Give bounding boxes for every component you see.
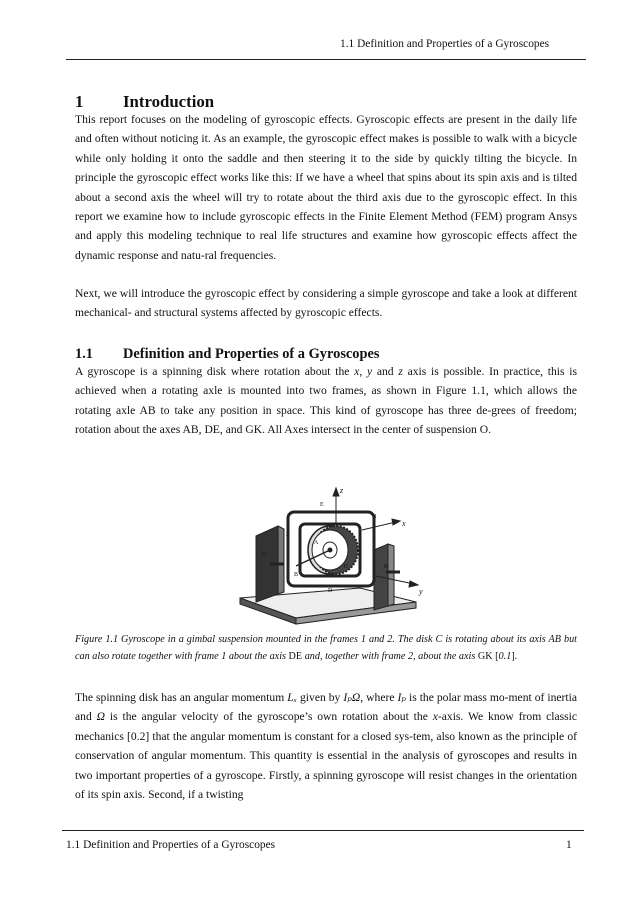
z-arrow — [333, 488, 339, 496]
text-run: , — [359, 365, 367, 378]
x-axis-line — [362, 522, 396, 530]
label-a: A — [314, 540, 319, 546]
text-run: A gyroscope is a spinning disk where rotation about the — [75, 365, 355, 378]
var-ip: Iₚ — [343, 691, 352, 704]
caption-run: ]. — [511, 651, 518, 663]
label-e: E — [320, 502, 324, 508]
intro-paragraph-2: Next, we will introduce the gyroscopic effect by considering a simple gyroscope and take a look at different mechanical- and structural systems affected by gyroscopic effects. — [75, 287, 577, 320]
gyroscope-figure — [236, 484, 432, 640]
y-arrow — [409, 581, 418, 587]
header-rule — [66, 59, 586, 60]
caption-axis-gk: GK — [477, 651, 493, 663]
text-run: axis is possible. In practice, this is achieved when a rotating axle is mounted into two frames, as shown in Figure 1.1, which allows the rotating axle AB to take any position in space. This kind of gyroscope has three de-grees of freedom; rotation about the axes AB, DE, and GK. All Axes intersect in the center of suspension O. — [75, 365, 578, 437]
text-run: and — [372, 365, 399, 378]
section-heading-introduction — [75, 92, 214, 112]
label-2: 2 — [286, 532, 289, 538]
footer-title: 1.1 Definition and Properties of a Gyroscopes — [66, 839, 276, 851]
label-k: K — [384, 564, 389, 570]
var-omega: Ω — [96, 710, 106, 724]
label-x: x — [402, 519, 406, 528]
angular-momentum-paragraph — [75, 688, 577, 804]
text-run: -axis. We know from classic mechanics [0.2] that the angular momentum is constant for a closed sys-tem, also known as the principle of conservation of angular momentum. This quantity is essential in the analysis of gyroscopes and results in two important properties of a gyroscope. Firstly, a spinning gyroscope will resist changes in the orientation of its spin axis. Second, if a twisting — [75, 710, 577, 802]
figure-caption — [75, 631, 577, 666]
footer-rule — [62, 830, 584, 831]
var-lx: Lₓ — [287, 691, 297, 704]
caption-run: and, together with frame 2, about the axis — [302, 651, 478, 663]
var-omega: Ω — [351, 691, 361, 704]
subsection-heading-definition — [75, 346, 380, 363]
caption-ref: 0.1 — [498, 651, 512, 663]
var-x: x — [354, 365, 360, 378]
definition-paragraph — [75, 362, 577, 440]
page-number: 1 — [566, 839, 572, 851]
text-run: , where — [360, 691, 398, 704]
text-run: given by — [297, 691, 344, 704]
label-c: C — [344, 564, 349, 570]
label-z: z — [340, 486, 344, 495]
label-d: D — [328, 588, 333, 594]
var-z: z — [398, 365, 403, 378]
section-number: 1 — [75, 92, 84, 111]
label-1: 1 — [374, 514, 377, 520]
var-ip: Iₚ — [397, 691, 406, 704]
subsection-title: Definition and Properties of a Gyroscopes — [123, 346, 380, 362]
running-head: 1.1 Definition and Properties of a Gyroscopes — [340, 38, 550, 50]
text-run: is the angular velocity of the gyroscope’s own rotation about the — [105, 710, 433, 724]
caption-run: [ — [492, 651, 499, 663]
text-run: is the polar mass mo-ment of inertia and — [75, 691, 577, 724]
label-y: y — [419, 587, 423, 596]
label-g: G — [262, 552, 267, 558]
var-y: y — [366, 365, 373, 378]
x-arrow — [392, 519, 400, 525]
caption-run: Figure 1.1 Gyroscope in a gimbal suspension mounted in the frames 1 and 2. The disk C is rotating about its axis AB but can also rotate together with frame 1 about the axis — [75, 634, 577, 663]
text-run: The spinning disk has an angular momentum — [75, 691, 288, 704]
var-x: x — [432, 710, 438, 724]
label-b: B — [294, 572, 299, 578]
subsection-number: 1.1 — [75, 346, 93, 362]
intro-paragraph-1: This report focuses on the modeling of gyroscopic effects. Gyroscopic effects are present in the daily life and often without noticing it. As an example, the gyroscopic effect makes is possible to walk with a bicycle while only holding it onto the saddle and then steering it to the side by quickly tilting the bicycle. In principle the gyroscopic effect works like this: If we have a wheel that spins about its spin axis and is tilted about a second axis the wheel will try to rotate about the third axis due to the gyroscopic effect. In this report we examine how to include gyroscopic effects in the Finite Element Method (FEM) program Ansys and apply this modeling technique to real life structures and examine how gyroscopic effects affect the dynamic response and natu-ral frequencies. — [75, 113, 577, 262]
section-title: Introduction — [123, 92, 215, 111]
caption-axis-de: DE — [288, 651, 303, 663]
